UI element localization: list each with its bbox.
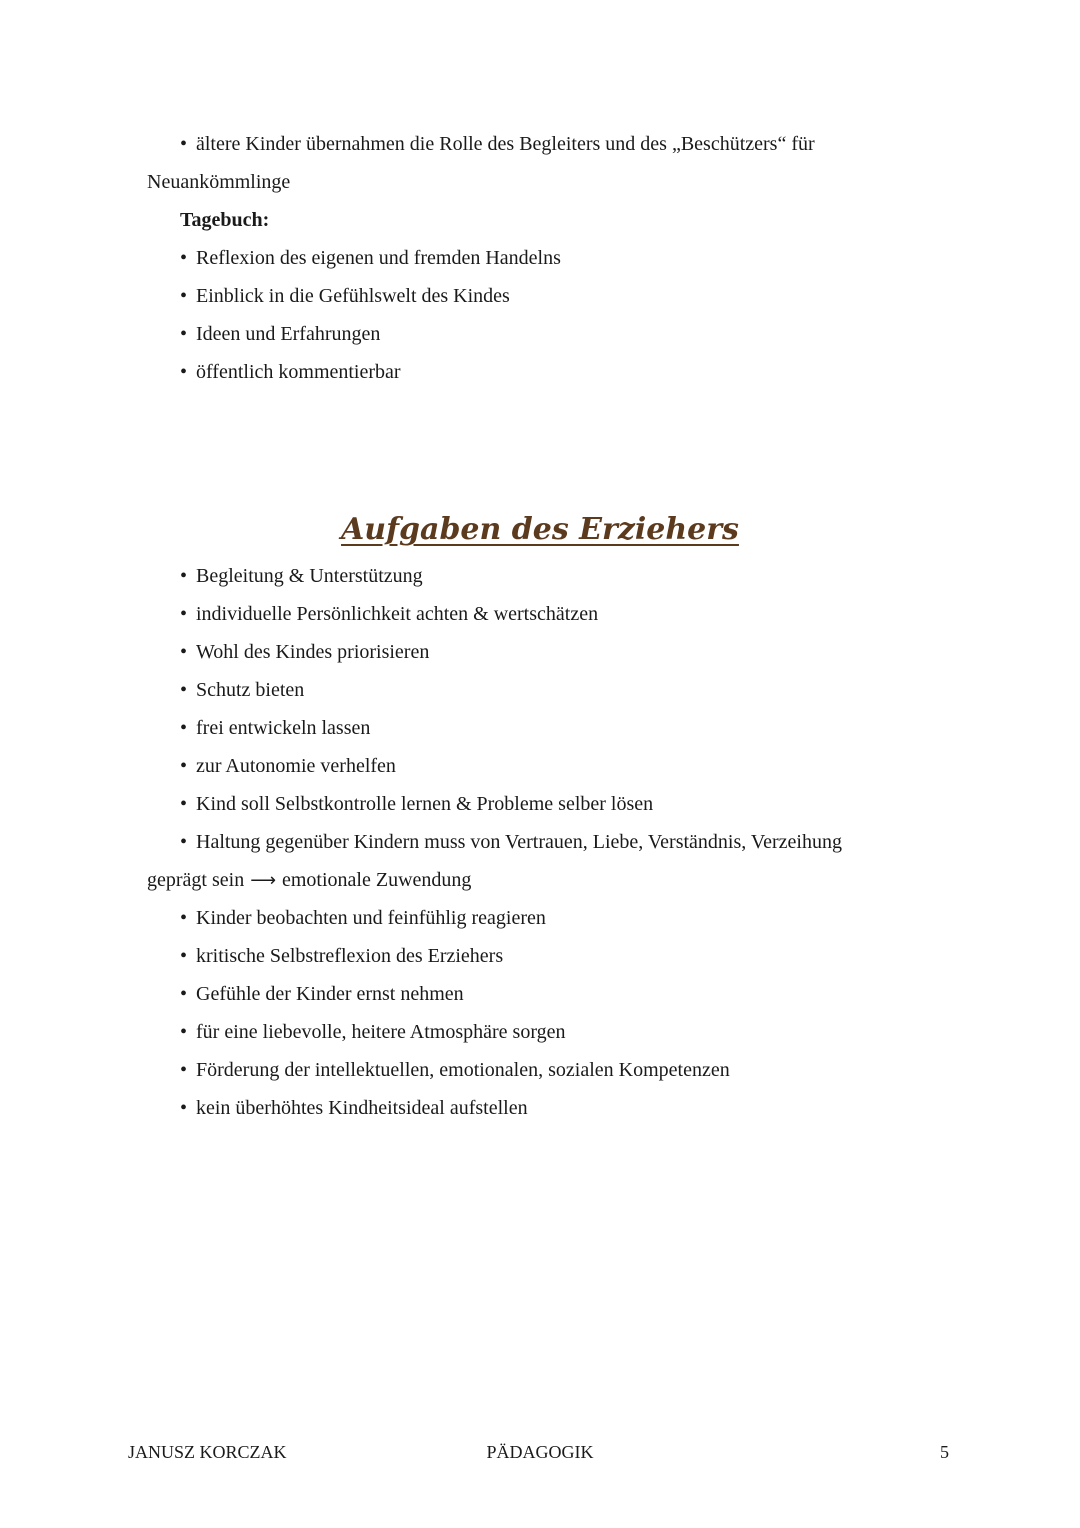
bullet-icon: • — [180, 755, 188, 777]
page-number: 5 — [940, 1442, 949, 1462]
list-item: • für eine liebevolle, heitere Atmosphäre sorgen — [180, 1021, 566, 1043]
bullet-icon: • — [180, 361, 188, 383]
footer-subject: PÄDAGOGIK — [486, 1442, 594, 1462]
bullet-icon: • — [180, 1059, 188, 1081]
bullet-icon: • — [180, 793, 188, 815]
list-item: • Ideen und Erfahrungen — [180, 323, 381, 345]
bullet-icon: • — [180, 133, 188, 155]
list-item: • zur Autonomie verhelfen — [180, 755, 396, 777]
intro-bullet-item — [180, 132, 815, 156]
list-item: • individuelle Persönlichkeit achten & wertschätzen — [180, 603, 599, 625]
bullet-icon: • — [180, 641, 188, 663]
bullet-icon: • — [180, 831, 188, 853]
intro-continuation: Neuankömmlinge — [147, 171, 291, 193]
arrow-right-icon: ⟶ — [250, 870, 276, 891]
list-item: • Kind soll Selbstkontrolle lernen & Probleme selber lösen — [180, 793, 654, 815]
bullet-icon: • — [180, 717, 188, 739]
list-item: • kritische Selbstreflexion des Erziehers — [180, 945, 504, 967]
bullet-icon: • — [180, 679, 188, 701]
list-item: • kein überhöhtes Kindheitsideal aufstellen — [180, 1097, 528, 1119]
intro-bullet-text: ältere Kinder übernahmen die Rolle des Begleiters und des „Beschützers“ für — [196, 133, 815, 155]
list-item-continuation: geprägt sein ⟶ emotionale Zuwendung — [147, 869, 472, 891]
list-item: • Begleitung & Unterstützung — [180, 565, 423, 587]
bullet-icon: • — [180, 323, 188, 345]
bullet-icon: • — [180, 907, 188, 929]
bullet-icon: • — [180, 983, 188, 1005]
footer-author: JANUSZ KORCZAK — [128, 1442, 287, 1462]
list-item: • öffentlich kommentierbar — [180, 361, 401, 383]
section-heading: Aufgaben des Erziehers — [341, 512, 739, 547]
list-item: • Schutz bieten — [180, 679, 305, 701]
bullet-icon: • — [180, 565, 188, 587]
bullet-icon: • — [180, 603, 188, 625]
list-item: • Wohl des Kindes priorisieren — [180, 641, 430, 663]
list-item: • Förderung der intellektuellen, emotionalen, sozialen Kompetenzen — [180, 1059, 730, 1081]
tagebuch-label: Tagebuch: — [180, 209, 270, 231]
list-item: • Kinder beobachten und feinfühlig reagieren — [180, 907, 546, 929]
list-item: • Einblick in die Gefühlswelt des Kindes — [180, 285, 510, 307]
list-item: • Haltung gegenüber Kindern muss von Vertrauen, Liebe, Verständnis, Verzeihung — [180, 831, 842, 853]
bullet-icon: • — [180, 945, 188, 967]
list-item: • Reflexion des eigenen und fremden Handelns — [180, 247, 561, 269]
list-item: • frei entwickeln lassen — [180, 717, 371, 739]
bullet-icon: • — [180, 1097, 188, 1119]
bullet-icon: • — [180, 1021, 188, 1043]
list-item: • Gefühle der Kinder ernst nehmen — [180, 983, 464, 1005]
bullet-icon: • — [180, 247, 188, 269]
bullet-icon: • — [180, 285, 188, 307]
